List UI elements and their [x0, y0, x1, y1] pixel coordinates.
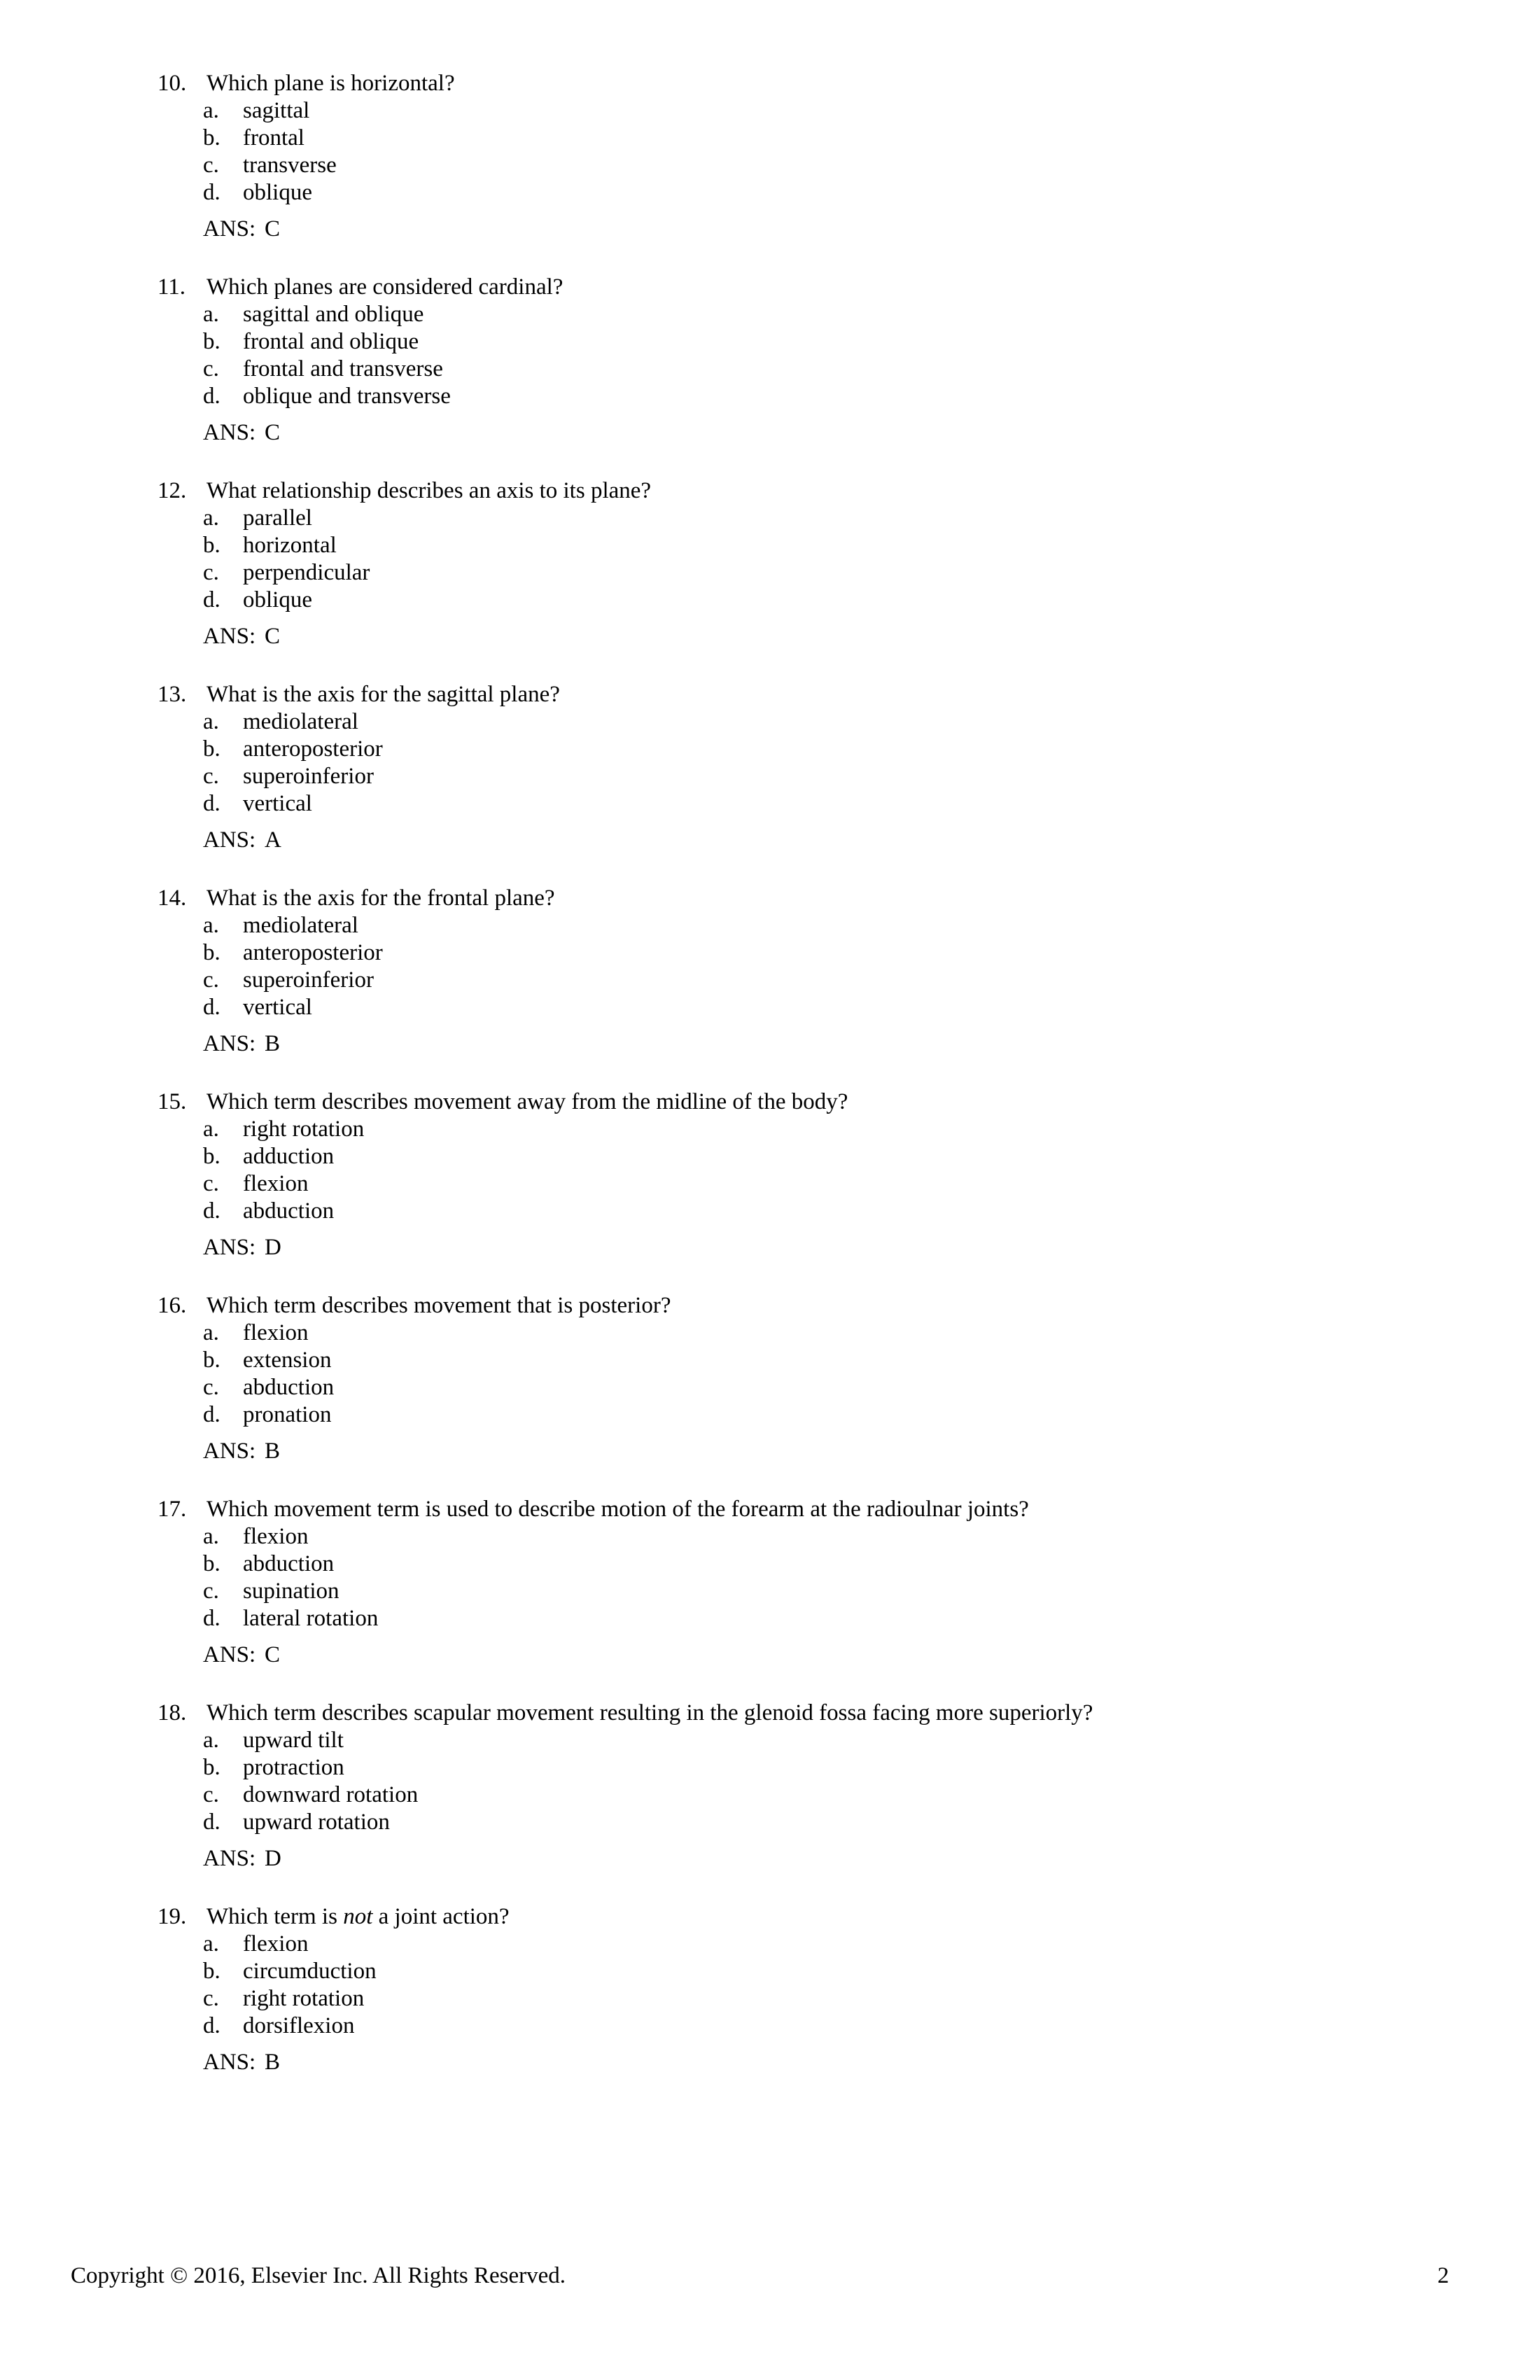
option-row [203, 301, 1540, 328]
option-text: anteroposterior [243, 940, 383, 965]
option-row [203, 1401, 1540, 1429]
option-letter: b. [203, 1144, 220, 1169]
option-list [203, 97, 1540, 206]
option-letter: a. [203, 98, 219, 123]
option-letter: c. [203, 1986, 219, 2011]
answer-label: ANS: [203, 216, 256, 241]
question-line [158, 70, 1540, 97]
answer-line [203, 1030, 1540, 1058]
option-letter: d. [203, 2013, 220, 2038]
answer-value: B [265, 1031, 281, 1056]
option-letter: b. [203, 329, 220, 354]
question-text [206, 71, 455, 96]
option-letter: d. [203, 180, 220, 205]
answer-value: D [265, 1846, 281, 1871]
answer-label: ANS: [203, 1642, 256, 1667]
question-text-part: Which term is [206, 1904, 344, 1929]
option-letter: c. [203, 153, 219, 178]
option-text: right rotation [243, 1116, 365, 1142]
answer-line [203, 623, 1540, 650]
question-text-part: Which plane is horizontal? [206, 71, 455, 96]
option-text: lateral rotation [243, 1606, 379, 1631]
option-row [203, 2012, 1540, 2040]
option-row [203, 1170, 1540, 1198]
question-block [0, 1700, 1540, 1872]
option-letter: a. [203, 1524, 219, 1549]
option-text: protraction [243, 1755, 344, 1780]
option-row [203, 790, 1540, 818]
option-text: horizontal [243, 533, 337, 558]
option-letter: a. [203, 1728, 219, 1753]
option-row [203, 1116, 1540, 1143]
answer-line [203, 827, 1540, 854]
option-letter: b. [203, 1755, 220, 1780]
option-text: anteroposterior [243, 736, 383, 762]
option-row [203, 505, 1540, 532]
option-list [203, 1320, 1540, 1429]
question-text-part: Which planes are considered cardinal? [206, 274, 564, 300]
question-text [206, 886, 555, 911]
question-line [158, 681, 1540, 708]
option-letter: d. [203, 587, 220, 612]
option-list [203, 505, 1540, 614]
option-row [203, 1605, 1540, 1632]
answer-line [203, 419, 1540, 447]
option-text: perpendicular [243, 560, 370, 585]
answer-line [203, 1845, 1540, 1872]
question-text-part: What relationship describes an axis to its plane? [206, 478, 652, 503]
answer-label: ANS: [203, 420, 256, 445]
option-text: abduction [243, 1551, 335, 1576]
option-letter: a. [203, 1116, 219, 1142]
option-text: mediolateral [243, 913, 358, 938]
option-list [203, 1931, 1540, 2040]
option-letter: c. [203, 560, 219, 585]
option-row [203, 559, 1540, 587]
question-number: 15. [158, 1089, 187, 1114]
question-number: 13. [158, 682, 187, 707]
option-letter: c. [203, 1375, 219, 1400]
option-row [203, 763, 1540, 790]
option-row [203, 1727, 1540, 1754]
question-text [206, 1904, 510, 1929]
option-row [203, 1374, 1540, 1401]
question-text [206, 1700, 1093, 1726]
option-row [203, 1931, 1540, 1958]
option-text: pronation [243, 1402, 332, 1427]
question-text-part: What is the axis for the sagittal plane? [206, 682, 560, 707]
option-row [203, 532, 1540, 559]
option-text: flexion [243, 1931, 309, 1956]
question-text-part: Which movement term is used to describe motion of the forearm at the radioulnar joints? [206, 1497, 1029, 1522]
option-text: transverse [243, 153, 337, 178]
option-text: frontal and transverse [243, 356, 443, 382]
option-text: circumduction [243, 1959, 377, 1984]
option-letter: a. [203, 709, 219, 734]
option-row [203, 97, 1540, 125]
option-letter: b. [203, 1348, 220, 1373]
option-row [203, 1809, 1540, 1836]
option-letter: c. [203, 764, 219, 789]
option-text: superoinferior [243, 967, 374, 993]
question-text [206, 1497, 1029, 1522]
option-text: flexion [243, 1320, 309, 1345]
question-block [0, 885, 1540, 1058]
answer-label: ANS: [203, 2050, 256, 2075]
option-row [203, 152, 1540, 179]
option-text: supination [243, 1578, 340, 1604]
question-block [0, 1292, 1540, 1465]
answer-value: D [265, 1235, 281, 1260]
question-text-italic: not [343, 1904, 373, 1929]
option-list [203, 1116, 1540, 1225]
question-line [158, 1496, 1540, 1523]
question-text-part: What is the axis for the frontal plane? [206, 886, 555, 911]
question-text-part: Which term describes scapular movement resulting in the glenoid fossa facing more superiorly? [206, 1700, 1093, 1726]
answer-label: ANS: [203, 624, 256, 649]
option-row [203, 939, 1540, 967]
option-letter: d. [203, 791, 220, 816]
answer-label: ANS: [203, 1031, 256, 1056]
question-line [158, 885, 1540, 912]
question-block [0, 1903, 1540, 2076]
option-row [203, 356, 1540, 383]
option-letter: b. [203, 533, 220, 558]
answer-value: A [265, 827, 281, 853]
answer-label: ANS: [203, 1438, 256, 1464]
option-letter: b. [203, 125, 220, 150]
option-row [203, 125, 1540, 152]
option-row [203, 1985, 1540, 2012]
option-letter: c. [203, 967, 219, 993]
footer-copyright: Copyright © 2016, Elsevier Inc. All Rights Reserved. [71, 2263, 566, 2288]
option-text: abduction [243, 1198, 335, 1224]
option-letter: a. [203, 505, 219, 531]
question-block [0, 1088, 1540, 1261]
answer-line [203, 1234, 1540, 1261]
option-row [203, 1578, 1540, 1605]
question-number: 12. [158, 478, 187, 503]
option-letter: d. [203, 1402, 220, 1427]
question-block [0, 1496, 1540, 1669]
option-list [203, 708, 1540, 818]
question-block [0, 477, 1540, 650]
option-letter: b. [203, 1551, 220, 1576]
answer-line [203, 1642, 1540, 1669]
option-text: oblique and transverse [243, 384, 451, 409]
option-text: abduction [243, 1375, 335, 1400]
option-row [203, 1523, 1540, 1550]
option-row [203, 967, 1540, 994]
question-line [158, 1088, 1540, 1116]
option-text: right rotation [243, 1986, 365, 2011]
option-text: parallel [243, 505, 312, 531]
option-text: adduction [243, 1144, 335, 1169]
option-letter: a. [203, 1320, 219, 1345]
question-number: 16. [158, 1293, 187, 1318]
question-text [206, 274, 563, 300]
option-list [203, 1727, 1540, 1836]
option-letter: b. [203, 940, 220, 965]
option-text: oblique [243, 587, 312, 612]
option-row [203, 1550, 1540, 1578]
option-letter: d. [203, 1198, 220, 1224]
option-row [203, 1198, 1540, 1225]
answer-value: C [265, 1642, 281, 1667]
option-list [203, 301, 1540, 410]
answer-label: ANS: [203, 827, 256, 853]
option-row [203, 1782, 1540, 1809]
option-letter: d. [203, 995, 220, 1020]
option-row [203, 994, 1540, 1021]
option-text: oblique [243, 180, 312, 205]
footer-page-number: 2 [1437, 2263, 1449, 2288]
answer-value: C [265, 624, 281, 649]
option-text: dorsiflexion [243, 2013, 355, 2038]
option-row [203, 708, 1540, 736]
option-letter: d. [203, 1809, 220, 1835]
question-text-part: Which term describes movement that is posterior? [206, 1293, 671, 1318]
option-text: sagittal and oblique [243, 302, 424, 327]
option-row [203, 1958, 1540, 1985]
option-text: extension [243, 1348, 332, 1373]
option-text: upward rotation [243, 1809, 390, 1835]
option-text: mediolateral [243, 709, 358, 734]
option-letter: c. [203, 356, 219, 382]
question-number: 14. [158, 886, 187, 911]
option-letter: a. [203, 913, 219, 938]
option-row [203, 383, 1540, 410]
option-text: downward rotation [243, 1782, 419, 1807]
option-text: flexion [243, 1524, 309, 1549]
option-row [203, 587, 1540, 614]
question-text [206, 1293, 671, 1318]
option-list [203, 1523, 1540, 1632]
question-text [206, 682, 560, 707]
option-letter: c. [203, 1578, 219, 1604]
question-number: 11. [158, 274, 186, 300]
option-row [203, 1754, 1540, 1782]
question-block [0, 681, 1540, 854]
answer-label: ANS: [203, 1846, 256, 1871]
answer-line [203, 1438, 1540, 1465]
option-letter: a. [203, 302, 219, 327]
option-row [203, 1143, 1540, 1170]
option-row [203, 179, 1540, 206]
option-row [203, 1347, 1540, 1374]
option-letter: b. [203, 1959, 220, 1984]
question-line [158, 1903, 1540, 1931]
option-row [203, 328, 1540, 356]
option-letter: d. [203, 384, 220, 409]
question-line [158, 1292, 1540, 1320]
option-letter: c. [203, 1782, 219, 1807]
question-text [206, 1089, 848, 1114]
option-list [203, 912, 1540, 1021]
option-letter: c. [203, 1171, 219, 1196]
option-letter: b. [203, 736, 220, 762]
question-block [0, 70, 1540, 243]
answer-value: B [265, 2050, 281, 2075]
option-text: frontal and oblique [243, 329, 419, 354]
answer-value: B [265, 1438, 281, 1464]
answer-label: ANS: [203, 1235, 256, 1260]
option-text: upward tilt [243, 1728, 344, 1753]
question-line [158, 274, 1540, 301]
option-text: sagittal [243, 98, 310, 123]
answer-value: C [265, 420, 281, 445]
question-text-part: Which term describes movement away from the midline of the body? [206, 1089, 848, 1114]
option-text: superoinferior [243, 764, 374, 789]
answer-value: C [265, 216, 281, 241]
option-letter: a. [203, 1931, 219, 1956]
option-text: flexion [243, 1171, 309, 1196]
option-row [203, 1320, 1540, 1347]
question-text-part: a joint action? [372, 1904, 510, 1929]
option-row [203, 736, 1540, 763]
option-text: vertical [243, 995, 312, 1020]
answer-line [203, 2049, 1540, 2076]
questions [0, 70, 1540, 2107]
question-number: 10. [158, 71, 187, 96]
answer-line [203, 216, 1540, 243]
option-row [203, 912, 1540, 939]
question-number: 19. [158, 1904, 187, 1929]
option-letter: d. [203, 1606, 220, 1631]
question-block [0, 274, 1540, 447]
option-text: frontal [243, 125, 304, 150]
question-line [158, 1700, 1540, 1727]
option-text: vertical [243, 791, 312, 816]
question-text [206, 478, 651, 503]
question-number: 17. [158, 1497, 187, 1522]
question-line [158, 477, 1540, 505]
question-number: 18. [158, 1700, 187, 1726]
